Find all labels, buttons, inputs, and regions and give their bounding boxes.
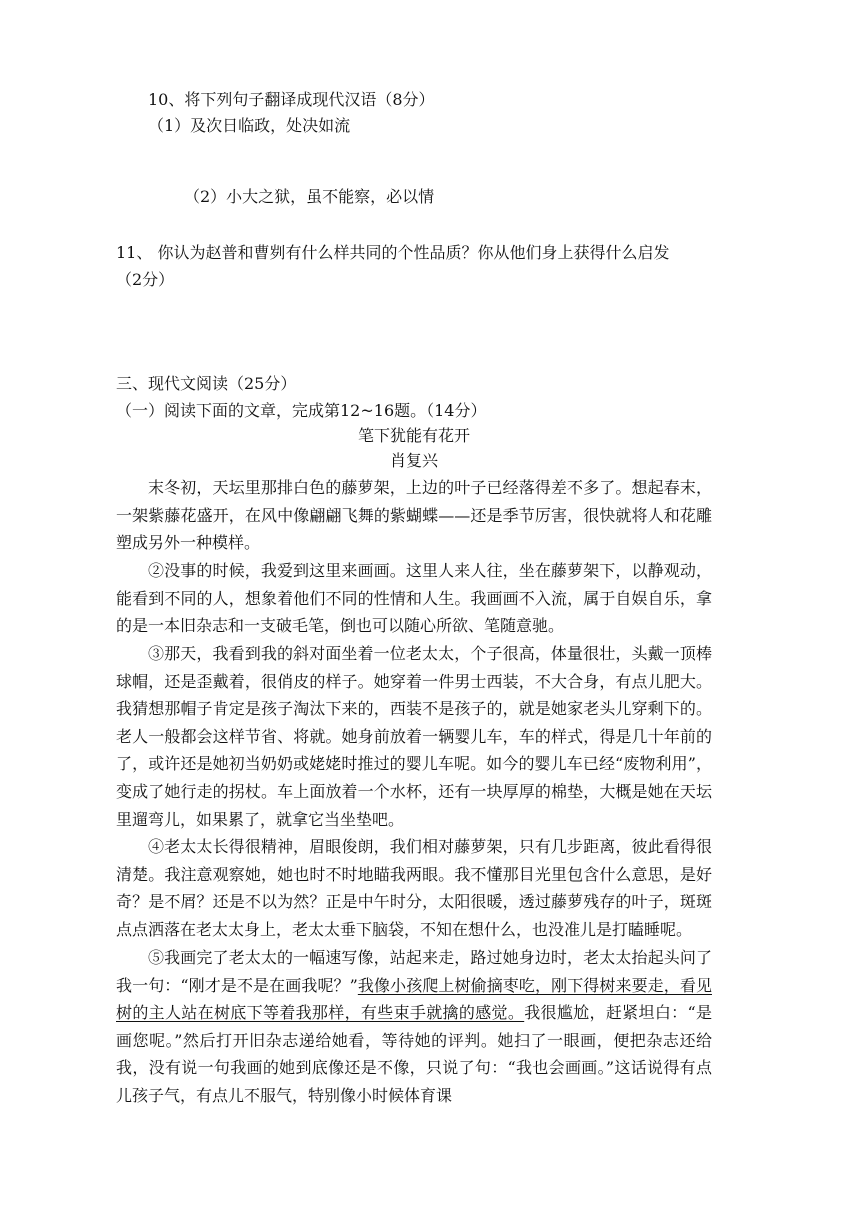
- article-title: 笔下犹能有花开: [357, 426, 470, 445]
- section-heading: 三、现代文阅读（25分）: [116, 374, 297, 393]
- question-11-line-1: 11、 你认为赵普和曹刿有什么样共同的个性品质？你从他们身上获得什么启发: [116, 243, 670, 262]
- article-author: 肖复兴: [389, 451, 438, 470]
- section-subheading: （一）阅读下面的文章，完成第12~16题。（14分）: [116, 401, 487, 420]
- question-10-item-2: （2）小大之狱，虽不能察，必以情: [184, 187, 435, 206]
- question-11-line-2: （2分）: [116, 270, 175, 289]
- paragraph-5-text-start: ⑤我画完了老太太的一幅速写像，站起来走，路过她身边时，老太太抬起头问了我一句：“刚才是不是在画我呢？”: [116, 948, 712, 995]
- underlined-sentence: 我像小孩爬上树偷摘枣吃，刚下得树来要走，看见树的主人站在树底下等着我那样，有些束手就擒的感觉。: [116, 975, 712, 1023]
- article-paragraph-4: ④老太太长得很精神，眉眼俊朗，我们相对藤萝架，只有几步距离，彼此看得很清楚。我注意观察她，她也时不时地瞄我两眼。我不懂那目光里包含什么意思，是好奇？是不屑？还是不以为然？正是中午时分，太阳很暖，透过藤萝残存的叶子，斑斑点点洒落在老太太身上，老太太垂下脑袋，不知在想什么，也没准儿是打瞌睡呢。: [116, 837, 712, 939]
- question-10-item-1: （1）及次日临政，处决如流: [148, 116, 351, 135]
- article-paragraph-5: [116, 944, 712, 1110]
- article-paragraph-1: 末冬初，天坛里那排白色的藤萝架，上边的叶子已经落得差不多了。想起春末，一架紫藤花盛开，在风中像翩翩飞舞的紫蝴蝶——还是季节厉害，很快就将人和花雕塑成另外一种模样。: [116, 478, 712, 553]
- article-paragraph-3: ③那天，我看到我的斜对面坐着一位老太太，个子很高，体量很壮，头戴一顶棒球帽，还是歪戴着，很俏皮的样子。她穿着一件男士西装，不大合身，有点儿肥大。我猜想那帽子肯定是孩子淘汰下来的，西装不是孩子的，就是她家老头儿穿剩下的。老人一般都会这样节省、将就。她身前放着一辆婴儿车，车的样式，得是几十年前的了，或许还是她初当奶奶或姥姥时推过的婴儿车呢。如今的婴儿车已经“废物利用”，变成了她行走的拐杖。车上面放着一个水杯，还有一块厚厚的棉垫，大概是她在天坛里遛弯儿，如果累了，就拿它当坐垫吧。: [116, 644, 712, 829]
- article-paragraph-2: ②没事的时候，我爱到这里来画画。这里人来人往，坐在藤萝架下，以静观动，能看到不同的人，想象着他们不同的性情和人生。我画画不入流，属于自娱自乐，拿的是一本旧杂志和一支破毛笔，倒也可以随心所欲、笔随意驰。: [116, 561, 712, 636]
- question-10-title: 10、将下列句子翻译成现代汉语（8分）: [148, 90, 435, 109]
- paragraph-5-text-end: 我很尴尬，赶紧坦白：“是画您呢。”然后打开旧杂志递给她看，等待她的评判。她扫了一眼画，便把杂志还给我，没有说一句我画的她到底像还是不像，只说了句：“我也会画画。”这话说得有点儿孩子气，有点儿不服气，特别像小时候体育课: [116, 1003, 712, 1105]
